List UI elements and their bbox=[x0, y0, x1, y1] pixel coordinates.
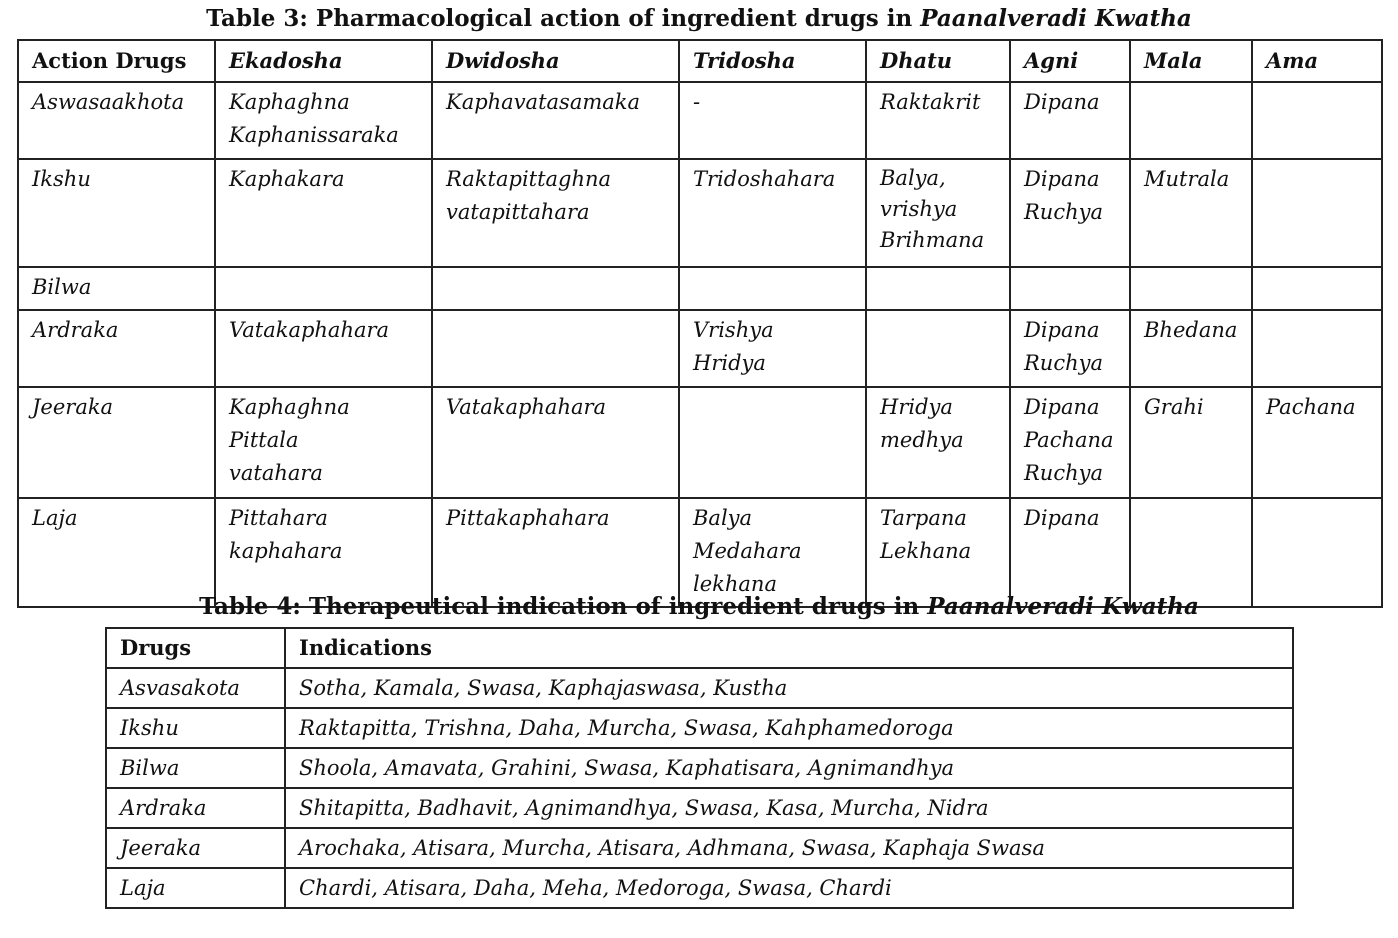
cell-line: lekhana bbox=[693, 572, 777, 596]
table-row bbox=[18, 82, 1382, 159]
cell-line: Vrishya bbox=[693, 318, 774, 342]
cell-line: Mutrala bbox=[1144, 167, 1230, 191]
cell-line: Medahara bbox=[693, 539, 802, 563]
table3-caption-italic: Paanalveradi Kwatha bbox=[920, 5, 1192, 32]
agni-cell bbox=[1010, 82, 1130, 159]
tridosha-cell bbox=[679, 387, 866, 498]
table4-caption-italic: Paanalveradi Kwatha bbox=[927, 593, 1199, 620]
table-row bbox=[18, 498, 1382, 607]
ekadosha-cell bbox=[215, 387, 432, 498]
cell-line: Tridoshahara bbox=[693, 167, 836, 191]
cell-line: Pittala bbox=[229, 428, 299, 452]
drug-cell: Jeeraka bbox=[106, 828, 285, 868]
cell-line: Kaphakara bbox=[229, 167, 345, 191]
drug-cell bbox=[18, 82, 215, 159]
cell-line: Grahi bbox=[1144, 395, 1204, 419]
cell-line: medhya bbox=[880, 428, 964, 452]
table-row bbox=[18, 267, 1382, 310]
table4-caption bbox=[0, 593, 1398, 621]
dwidosha-cell bbox=[432, 82, 679, 159]
table3-header-row bbox=[18, 40, 1382, 82]
drug-cell: Asvasakota bbox=[106, 668, 285, 708]
cell-line: Bhedana bbox=[1144, 318, 1238, 342]
header-drugs: Drugs bbox=[106, 628, 285, 668]
cell-line: Pachana bbox=[1266, 395, 1356, 419]
ekadosha-cell bbox=[215, 498, 432, 607]
dwidosha-cell bbox=[432, 267, 679, 310]
header-indications: Indications bbox=[285, 628, 1293, 668]
cell-line: Tarpana bbox=[880, 506, 967, 530]
dhatu-cell bbox=[866, 159, 1010, 267]
table-row bbox=[106, 668, 1293, 708]
drug-name: Jeeraka bbox=[32, 395, 114, 419]
cell-line: Raktapittaghna bbox=[446, 167, 612, 191]
ama-cell bbox=[1252, 310, 1382, 387]
ekadosha-cell bbox=[215, 310, 432, 387]
dhatu-cell bbox=[866, 387, 1010, 498]
cell-line: Kaphanissaraka bbox=[229, 123, 399, 147]
cell-line: Brihmana bbox=[880, 228, 985, 252]
table3-caption bbox=[0, 5, 1398, 33]
tridosha-cell bbox=[679, 159, 866, 267]
header-agni: Agni bbox=[1010, 40, 1130, 82]
ama-cell bbox=[1252, 387, 1382, 498]
cell-line: Pittakaphahara bbox=[446, 506, 610, 530]
indications-cell: Sotha, Kamala, Swasa, Kaphajaswasa, Kustha bbox=[285, 668, 1293, 708]
header-mala: Mala bbox=[1130, 40, 1252, 82]
agni-cell bbox=[1010, 387, 1130, 498]
cell-line: Balya bbox=[693, 506, 753, 530]
drug-name: Bilwa bbox=[32, 275, 92, 299]
cell-line: Pittahara bbox=[229, 506, 328, 530]
cell-line: Dipana bbox=[1024, 167, 1100, 191]
cell-line: Lekhana bbox=[880, 539, 972, 563]
drug-name: Laja bbox=[32, 506, 78, 530]
drug-cell bbox=[18, 387, 215, 498]
dwidosha-cell bbox=[432, 159, 679, 267]
mala-cell bbox=[1130, 267, 1252, 310]
cell-line: Dipana bbox=[1024, 506, 1100, 530]
header-ama: Ama bbox=[1252, 40, 1382, 82]
cell-line: Vatakaphahara bbox=[446, 395, 607, 419]
table-row bbox=[106, 708, 1293, 748]
dwidosha-cell bbox=[432, 498, 679, 607]
table-row bbox=[106, 788, 1293, 828]
mala-cell bbox=[1130, 310, 1252, 387]
drug-cell: Ikshu bbox=[106, 708, 285, 748]
header-tridosha: Tridosha bbox=[679, 40, 866, 82]
cell-line: Balya, bbox=[880, 166, 946, 190]
drug-cell: Laja bbox=[106, 868, 285, 908]
ama-cell bbox=[1252, 159, 1382, 267]
tridosha-cell bbox=[679, 82, 866, 159]
cell-line: Ruchya bbox=[1024, 461, 1104, 485]
table-row bbox=[106, 868, 1293, 908]
agni-cell bbox=[1010, 267, 1130, 310]
ekadosha-cell bbox=[215, 159, 432, 267]
dhatu-cell bbox=[866, 267, 1010, 310]
cell-line: Vatakaphahara bbox=[229, 318, 390, 342]
header-dwidosha: Dwidosha bbox=[432, 40, 679, 82]
table4-caption-text: Table 4: Therapeutical indication of ingredient drugs in bbox=[199, 593, 928, 620]
cell-line: Hridya bbox=[693, 351, 766, 375]
drug-name: Ardraka bbox=[32, 318, 119, 342]
cell-line: Kaphavatasamaka bbox=[446, 90, 641, 114]
table-row bbox=[106, 748, 1293, 788]
header-ekadosha: Ekadosha bbox=[215, 40, 432, 82]
indications-cell: Shitapitta, Badhavit, Agnimandhya, Swasa, Kasa, Murcha, Nidra bbox=[285, 788, 1293, 828]
ekadosha-cell bbox=[215, 267, 432, 310]
drug-name: Aswasaakhota bbox=[32, 90, 185, 114]
tridosha-cell bbox=[679, 498, 866, 607]
table-row bbox=[106, 828, 1293, 868]
dhatu-cell bbox=[866, 310, 1010, 387]
agni-cell bbox=[1010, 159, 1130, 267]
mala-cell bbox=[1130, 159, 1252, 267]
cell-line: Dipana bbox=[1024, 90, 1100, 114]
indications-cell: Chardi, Atisara, Daha, Meha, Medoroga, Swasa, Chardi bbox=[285, 868, 1293, 908]
agni-cell bbox=[1010, 310, 1130, 387]
cell-line: - bbox=[693, 90, 701, 114]
header-dhatu: Dhatu bbox=[866, 40, 1010, 82]
dhatu-cell bbox=[866, 82, 1010, 159]
table-row bbox=[18, 159, 1382, 267]
cell-line: Hridya bbox=[880, 395, 953, 419]
indications-cell: Raktapitta, Trishna, Daha, Murcha, Swasa, Kahphamedoroga bbox=[285, 708, 1293, 748]
cell-line: Ruchya bbox=[1024, 351, 1104, 375]
ekadosha-cell bbox=[215, 82, 432, 159]
indications-cell: Shoola, Amavata, Grahini, Swasa, Kaphatisara, Agnimandhya bbox=[285, 748, 1293, 788]
cell-line: Dipana bbox=[1024, 318, 1100, 342]
drug-cell bbox=[18, 498, 215, 607]
ama-cell bbox=[1252, 82, 1382, 159]
tridosha-cell bbox=[679, 267, 866, 310]
cell-line: Raktakrit bbox=[880, 90, 981, 114]
mala-cell bbox=[1130, 498, 1252, 607]
drug-cell bbox=[18, 159, 215, 267]
cell-line: Pachana bbox=[1024, 428, 1114, 452]
dwidosha-cell bbox=[432, 387, 679, 498]
table4-header-row bbox=[106, 628, 1293, 668]
ama-cell bbox=[1252, 267, 1382, 310]
mala-cell bbox=[1130, 387, 1252, 498]
table3-caption-text: Table 3: Pharmacological action of ingredient drugs in bbox=[206, 5, 921, 32]
drug-cell: Ardraka bbox=[106, 788, 285, 828]
cell-line: Dipana bbox=[1024, 395, 1100, 419]
cell-line: kaphahara bbox=[229, 539, 343, 563]
drug-cell bbox=[18, 310, 215, 387]
cell-line: vatapittahara bbox=[446, 200, 590, 224]
table-row bbox=[18, 310, 1382, 387]
drug-name: Ikshu bbox=[32, 167, 91, 191]
dhatu-cell bbox=[866, 498, 1010, 607]
drug-cell bbox=[18, 267, 215, 310]
cell-line: Kaphaghna bbox=[229, 90, 350, 114]
tridosha-cell bbox=[679, 310, 866, 387]
ama-cell bbox=[1252, 498, 1382, 607]
cell-line: vatahara bbox=[229, 461, 323, 485]
cell-line: Ruchya bbox=[1024, 200, 1104, 224]
dwidosha-cell bbox=[432, 310, 679, 387]
therapeutic-indication-table bbox=[105, 627, 1294, 909]
mala-cell bbox=[1130, 82, 1252, 159]
pharmacological-action-table bbox=[17, 39, 1383, 608]
drug-cell: Bilwa bbox=[106, 748, 285, 788]
table-row bbox=[18, 387, 1382, 498]
header-action-drugs: Action Drugs bbox=[18, 40, 215, 82]
agni-cell bbox=[1010, 498, 1130, 607]
indications-cell: Arochaka, Atisara, Murcha, Atisara, Adhmana, Swasa, Kaphaja Swasa bbox=[285, 828, 1293, 868]
cell-line: vrishya bbox=[880, 197, 958, 221]
cell-line: Kaphaghna bbox=[229, 395, 350, 419]
